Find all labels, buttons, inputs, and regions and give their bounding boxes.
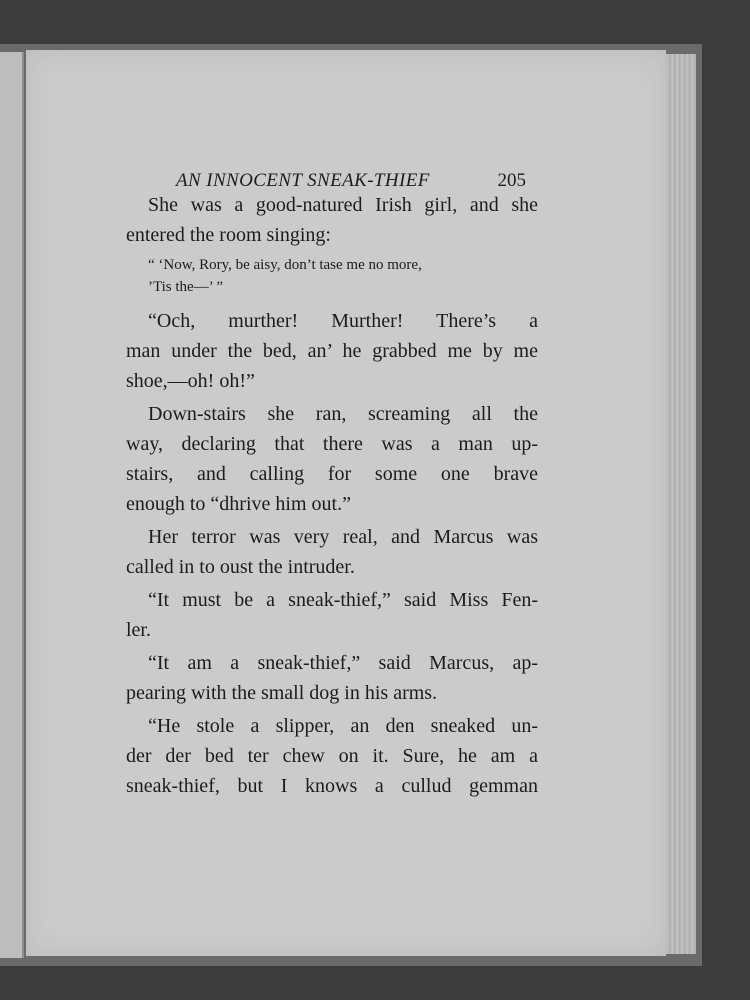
- paragraph: [126, 585, 538, 645]
- verse-line: ’Tis the—’ ”: [148, 279, 223, 295]
- running-head-title: AN INNOCENT SNEAK-THIEF: [176, 170, 430, 191]
- paragraph: [126, 648, 538, 708]
- text-line: der der bed ter chew on it. Sure, he am a: [126, 745, 538, 767]
- paragraph: [126, 711, 538, 801]
- paragraph: [126, 190, 538, 250]
- page-number: 205: [497, 170, 526, 191]
- text-line: ler.: [126, 619, 151, 641]
- text-line: enough to “dhrive him out.”: [126, 493, 351, 515]
- text-line: sneak-thief, but I knows a cullud gemman: [126, 775, 538, 797]
- text-line: “He stole a slipper, an den sneaked un-: [148, 715, 538, 737]
- text-line: “It must be a sneak-thief,” said Miss Fen-: [148, 589, 538, 611]
- facing-page-edge: [0, 52, 24, 958]
- text-line: “Och, murther! Murther! There’s a: [148, 310, 538, 332]
- text-line: “It am a sneak-thief,” said Marcus, ap-: [148, 652, 538, 674]
- text-line: Down-stairs she ran, screaming all the: [148, 403, 538, 425]
- paragraph: [126, 399, 538, 519]
- paragraph: [126, 306, 538, 396]
- paragraph: [126, 522, 538, 582]
- text-line: pearing with the small dog in his arms.: [126, 682, 438, 704]
- text-line: stairs, and calling for some one brave: [126, 463, 538, 485]
- text-line: She was a good-natured Irish girl, and she: [148, 194, 538, 216]
- text-line: Her terror was very real, and Marcus was: [148, 526, 538, 548]
- page-block-edges: [666, 54, 696, 954]
- text-line: shoe,—oh! oh!”: [126, 370, 255, 392]
- song-verse: [148, 254, 538, 298]
- page-text: [126, 150, 538, 801]
- text-line: way, declaring that there was a man up-: [126, 433, 538, 455]
- text-line: called in to oust the intruder.: [126, 556, 355, 578]
- verse-line: “ ‘Now, Rory, be aisy, don’t tase me no more,: [148, 257, 422, 273]
- text-line: man under the bed, an’ he grabbed me by me: [126, 340, 538, 362]
- text-line: entered the room singing:: [126, 224, 331, 246]
- running-head: [126, 150, 538, 190]
